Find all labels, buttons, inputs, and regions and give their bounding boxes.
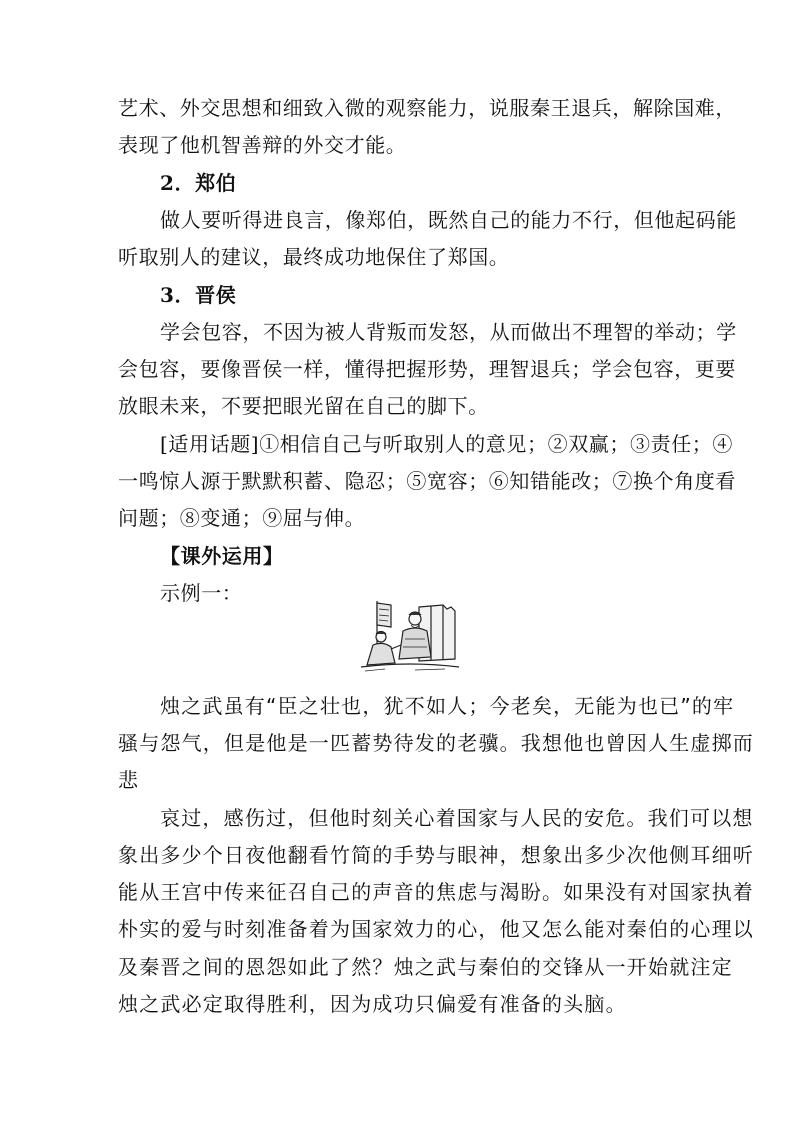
essay-line: 烛之武虽有“臣之壮也，犹不如人；今老矣，无能为也已”的牢: [160, 694, 735, 718]
paragraph-line: 放眼未来，不要把眼光留在自己的脚下。: [118, 394, 489, 418]
essay-line: 象出多少个日夜他翻看竹简的手势与眼神，想象出多少次他侧耳细听: [118, 843, 754, 867]
essay-line: 悲: [118, 768, 140, 792]
paragraph-line: 听取别人的建议，最终成功地保住了郑国。: [118, 245, 510, 269]
topics-line: [适用话题]①相信自己与听取别人的意见；②双赢；③责任；④: [160, 432, 734, 456]
paragraph-line: 表现了他机智善辩的外交才能。: [118, 133, 407, 157]
example-label: 示例一：: [160, 581, 243, 605]
paragraph-line: 艺术、外交思想和细致入微的观察能力，说服秦王退兵，解除国难，: [118, 96, 736, 120]
essay-line: 能从王宫中传来征召自己的声音的焦虑与渴盼。如果没有对国家执着: [118, 880, 754, 904]
essay-line: 烛之武必定取得胜利，因为成功只偏爱有准备的头脑。: [118, 992, 627, 1016]
essay-line: 朴实的爱与时刻准备着为国家效力的心，他又怎么能对秦伯的心理以: [118, 917, 754, 941]
ancient-scholars-illustration-icon: [355, 597, 465, 679]
paragraph-line: 做人要听得进良言，像郑伯，既然自己的能力不行，但他起码能: [160, 208, 737, 232]
paragraph-line: 学会包容，不因为被人背叛而发怒，从而做出不理智的举动；学: [160, 320, 737, 344]
topics-line: 一鸣惊人源于默默积蓄、隐忍；⑤宽容；⑥知错能改；⑦换个角度看: [118, 469, 736, 493]
section-heading-jinhou: 3．晋侯: [160, 283, 237, 307]
essay-line: 骚与怨气，但是他是一匹蓄势待发的老骥。我想他也曾因人生虚掷而: [118, 731, 754, 755]
paragraph-line: 会包容，要像晋侯一样，懂得把握形势，理智退兵；学会包容，更要: [118, 357, 736, 381]
extracurricular-heading: 【课外运用】: [160, 544, 284, 568]
essay-line: 及秦晋之间的恩怨如此了然？烛之武与秦伯的交锋从一开始就注定: [118, 955, 733, 979]
essay-line: 哀过，感伤过，但他时刻关心着国家与人民的安危。我们可以想: [160, 806, 754, 830]
topics-line: 问题；⑧变通；⑨屈与伸。: [118, 506, 366, 530]
section-heading-zhengbo: 2．郑伯: [160, 171, 237, 195]
